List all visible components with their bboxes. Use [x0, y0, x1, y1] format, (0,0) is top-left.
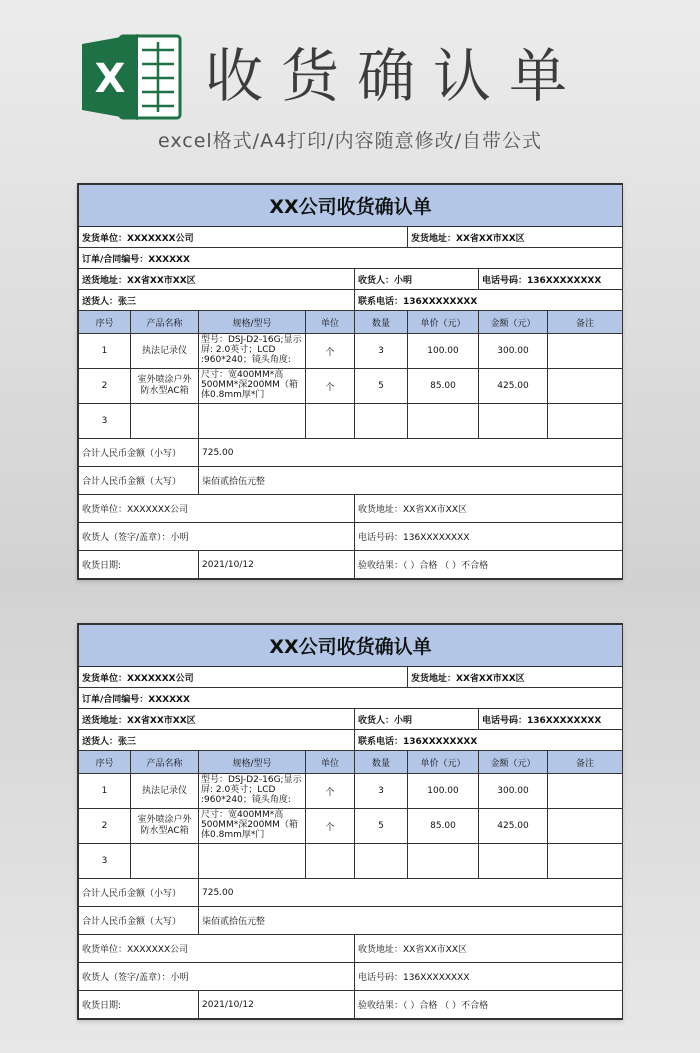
item-price[interactable] — [408, 404, 479, 439]
receiving-unit[interactable] — [79, 495, 355, 523]
receiving-unit-value: XXXXXXX公司 — [127, 945, 189, 955]
column-header: 产品名称 — [131, 311, 199, 334]
item-qty[interactable]: 3 — [355, 334, 408, 369]
item-no[interactable]: 3 — [79, 844, 131, 879]
item-spec[interactable]: 型号：DSJ-D2-16G;显示屏: 2.0英寸；LCD :960*240；镜头角度: — [199, 774, 306, 809]
total-big-label: 合计人民币金额（大写） — [79, 467, 199, 495]
column-header: 备注 — [548, 751, 623, 774]
column-header: 产品名称 — [131, 751, 199, 774]
item-name[interactable]: 执法记录仪 — [131, 334, 199, 369]
page-header — [0, 0, 700, 180]
receiving-address-value: XX省XX市XX区 — [403, 945, 468, 955]
item-qty[interactable] — [355, 844, 408, 879]
item-amount[interactable]: 425.00 — [479, 369, 548, 404]
inspection-result-options: （ ）合格 （ ）不合格 — [403, 561, 489, 571]
item-no[interactable]: 1 — [79, 334, 131, 369]
item-spec[interactable] — [199, 404, 306, 439]
total-big-value[interactable]: 柒佰贰拾伍元整 — [199, 467, 623, 495]
delivery-address[interactable]: 送货地址：XX省XX市XX区 — [79, 709, 355, 730]
item-no[interactable]: 2 — [79, 809, 131, 844]
item-unit[interactable] — [306, 844, 355, 879]
signer-value: 小明 — [170, 973, 189, 983]
receiver[interactable]: 收货人：小明 — [355, 709, 479, 730]
receipt-sheet — [77, 623, 623, 1020]
item-no[interactable]: 1 — [79, 774, 131, 809]
item-price[interactable]: 85.00 — [408, 809, 479, 844]
item-no[interactable]: 2 — [79, 369, 131, 404]
sheet-title: XX公司收货确认单 — [79, 185, 623, 227]
signer-value: 小明 — [170, 533, 189, 543]
receipt-table — [78, 624, 623, 1019]
order-number[interactable]: 订单/合同编号：XXXXXX — [79, 248, 623, 269]
receiver-phone-label: 电话号码： — [358, 533, 404, 543]
item-note[interactable] — [548, 809, 623, 844]
column-header: 规格/型号 — [199, 751, 306, 774]
receiving-address-label: 收货地址： — [358, 945, 404, 955]
total-small-value[interactable]: 725.00 — [199, 879, 623, 907]
column-header: 数量 — [355, 311, 408, 334]
phone-number[interactable]: 电话号码：136XXXXXXXX — [479, 709, 623, 730]
total-big-value[interactable]: 柒佰贰拾伍元整 — [199, 907, 623, 935]
column-header: 单价（元） — [408, 311, 479, 334]
item-name[interactable]: 室外喷涂户外防水型AC箱 — [131, 809, 199, 844]
ship-address[interactable]: 发货地址：XX省XX市XX区 — [408, 227, 623, 248]
column-header: 备注 — [548, 311, 623, 334]
item-note[interactable] — [548, 369, 623, 404]
total-small-label: 合计人民币金额（小写） — [79, 879, 199, 907]
item-price[interactable]: 100.00 — [408, 334, 479, 369]
total-small-label: 合计人民币金额（小写） — [79, 439, 199, 467]
signer-label: 收货人（签字/盖章）： — [82, 973, 171, 983]
phone-number[interactable]: 电话号码：136XXXXXXXX — [479, 269, 623, 290]
signer-label: 收货人（签字/盖章）： — [82, 533, 171, 543]
item-unit[interactable]: 个 — [306, 774, 355, 809]
receiving-address-value: XX省XX市XX区 — [403, 505, 468, 515]
item-amount[interactable] — [479, 404, 548, 439]
item-unit[interactable] — [306, 404, 355, 439]
receiving-date-label: 收货日期: — [79, 991, 199, 1019]
item-price[interactable] — [408, 844, 479, 879]
item-qty[interactable]: 3 — [355, 774, 408, 809]
total-big-label: 合计人民币金额（大写） — [79, 907, 199, 935]
table-row — [79, 844, 623, 879]
ship-address[interactable]: 发货地址：XX省XX市XX区 — [408, 667, 623, 688]
item-name[interactable]: 室外喷涂户外防水型AC箱 — [131, 369, 199, 404]
item-unit[interactable]: 个 — [306, 334, 355, 369]
item-spec[interactable] — [199, 844, 306, 879]
deliverer[interactable]: 送货人：张三 — [79, 290, 355, 311]
deliverer[interactable]: 送货人：张三 — [79, 730, 355, 751]
item-qty[interactable] — [355, 404, 408, 439]
signer[interactable] — [79, 523, 355, 551]
receiver-phone[interactable] — [355, 963, 623, 991]
sheet-title: XX公司收货确认单 — [79, 625, 623, 667]
column-header: 序号 — [79, 751, 131, 774]
item-name[interactable] — [131, 844, 199, 879]
receiving-date-label: 收货日期: — [79, 551, 199, 579]
receiving-address-label: 收货地址： — [358, 505, 404, 515]
receiving-address[interactable] — [355, 495, 623, 523]
table-header-row — [79, 311, 623, 334]
column-header: 金额（元） — [479, 751, 548, 774]
receiving-address[interactable] — [355, 935, 623, 963]
receiving-unit[interactable] — [79, 935, 355, 963]
table-row — [79, 809, 623, 844]
inspection-result-label: 验收结果： — [358, 561, 404, 571]
table-row — [79, 334, 623, 369]
item-spec[interactable]: 尺寸：宽400MM*高500MM*深200MM（箱体0.8mm厚*门 — [199, 809, 306, 844]
table-row — [79, 774, 623, 809]
svg-text:X: X — [94, 56, 126, 102]
item-amount[interactable] — [479, 844, 548, 879]
receipt-sheet — [77, 183, 623, 580]
item-name[interactable] — [131, 404, 199, 439]
column-header: 金额（元） — [479, 311, 548, 334]
ship-unit[interactable]: 发货单位：XXXXXXX公司 — [79, 667, 408, 688]
signer[interactable] — [79, 963, 355, 991]
receiving-unit-label: 收货单位： — [82, 505, 128, 515]
excel-logo-icon — [82, 32, 182, 122]
page-subtitle: excel格式/A4打印/内容随意修改/自带公式 — [158, 130, 542, 152]
item-price[interactable]: 100.00 — [408, 774, 479, 809]
column-header: 单位 — [306, 751, 355, 774]
column-header: 单位 — [306, 311, 355, 334]
item-amount[interactable]: 300.00 — [479, 334, 548, 369]
inspection-result-label: 验收结果： — [358, 1001, 404, 1011]
inspection-result-options: （ ）合格 （ ）不合格 — [403, 1001, 489, 1011]
receiver-phone-label: 电话号码： — [358, 973, 404, 983]
column-header: 单价（元） — [408, 751, 479, 774]
item-note[interactable] — [548, 334, 623, 369]
column-header: 规格/型号 — [199, 311, 306, 334]
item-spec[interactable]: 尺寸：宽400MM*高500MM*深200MM（箱体0.8mm厚*门 — [199, 369, 306, 404]
item-amount[interactable]: 425.00 — [479, 809, 548, 844]
receiving-date[interactable]: 2021/10/12 — [199, 991, 355, 1019]
item-no[interactable]: 3 — [79, 404, 131, 439]
item-amount[interactable]: 300.00 — [479, 774, 548, 809]
receiver[interactable]: 收货人：小明 — [355, 269, 479, 290]
receiver-phone-value: 136XXXXXXXX — [403, 533, 470, 543]
item-qty[interactable]: 5 — [355, 369, 408, 404]
receiver-phone[interactable] — [355, 523, 623, 551]
order-number[interactable]: 订单/合同编号：XXXXXX — [79, 688, 623, 709]
delivery-address[interactable]: 送货地址：XX省XX市XX区 — [79, 269, 355, 290]
ship-unit[interactable]: 发货单位：XXXXXXX公司 — [79, 227, 408, 248]
contact-phone[interactable]: 联系电话：136XXXXXXXX — [355, 290, 623, 311]
receipt-table — [78, 184, 623, 579]
receiving-date[interactable]: 2021/10/12 — [199, 551, 355, 579]
item-note[interactable] — [548, 404, 623, 439]
receiving-unit-value: XXXXXXX公司 — [127, 505, 189, 515]
inspection-result[interactable] — [355, 991, 623, 1019]
item-note[interactable] — [548, 844, 623, 879]
item-qty[interactable]: 5 — [355, 809, 408, 844]
receiving-unit-label: 收货单位： — [82, 945, 128, 955]
table-row — [79, 404, 623, 439]
item-price[interactable]: 85.00 — [408, 369, 479, 404]
item-unit[interactable]: 个 — [306, 369, 355, 404]
contact-phone[interactable]: 联系电话：136XXXXXXXX — [355, 730, 623, 751]
page-title: 收货确认单 — [205, 42, 586, 110]
item-unit[interactable]: 个 — [306, 809, 355, 844]
inspection-result[interactable] — [355, 551, 623, 579]
item-name[interactable]: 执法记录仪 — [131, 774, 199, 809]
table-row — [79, 369, 623, 404]
table-header-row — [79, 751, 623, 774]
item-spec[interactable]: 型号：DSJ-D2-16G;显示屏: 2.0英寸；LCD :960*240；镜头角度: — [199, 334, 306, 369]
column-header: 序号 — [79, 311, 131, 334]
column-header: 数量 — [355, 751, 408, 774]
item-note[interactable] — [548, 774, 623, 809]
total-small-value[interactable]: 725.00 — [199, 439, 623, 467]
receiver-phone-value: 136XXXXXXXX — [403, 973, 470, 983]
